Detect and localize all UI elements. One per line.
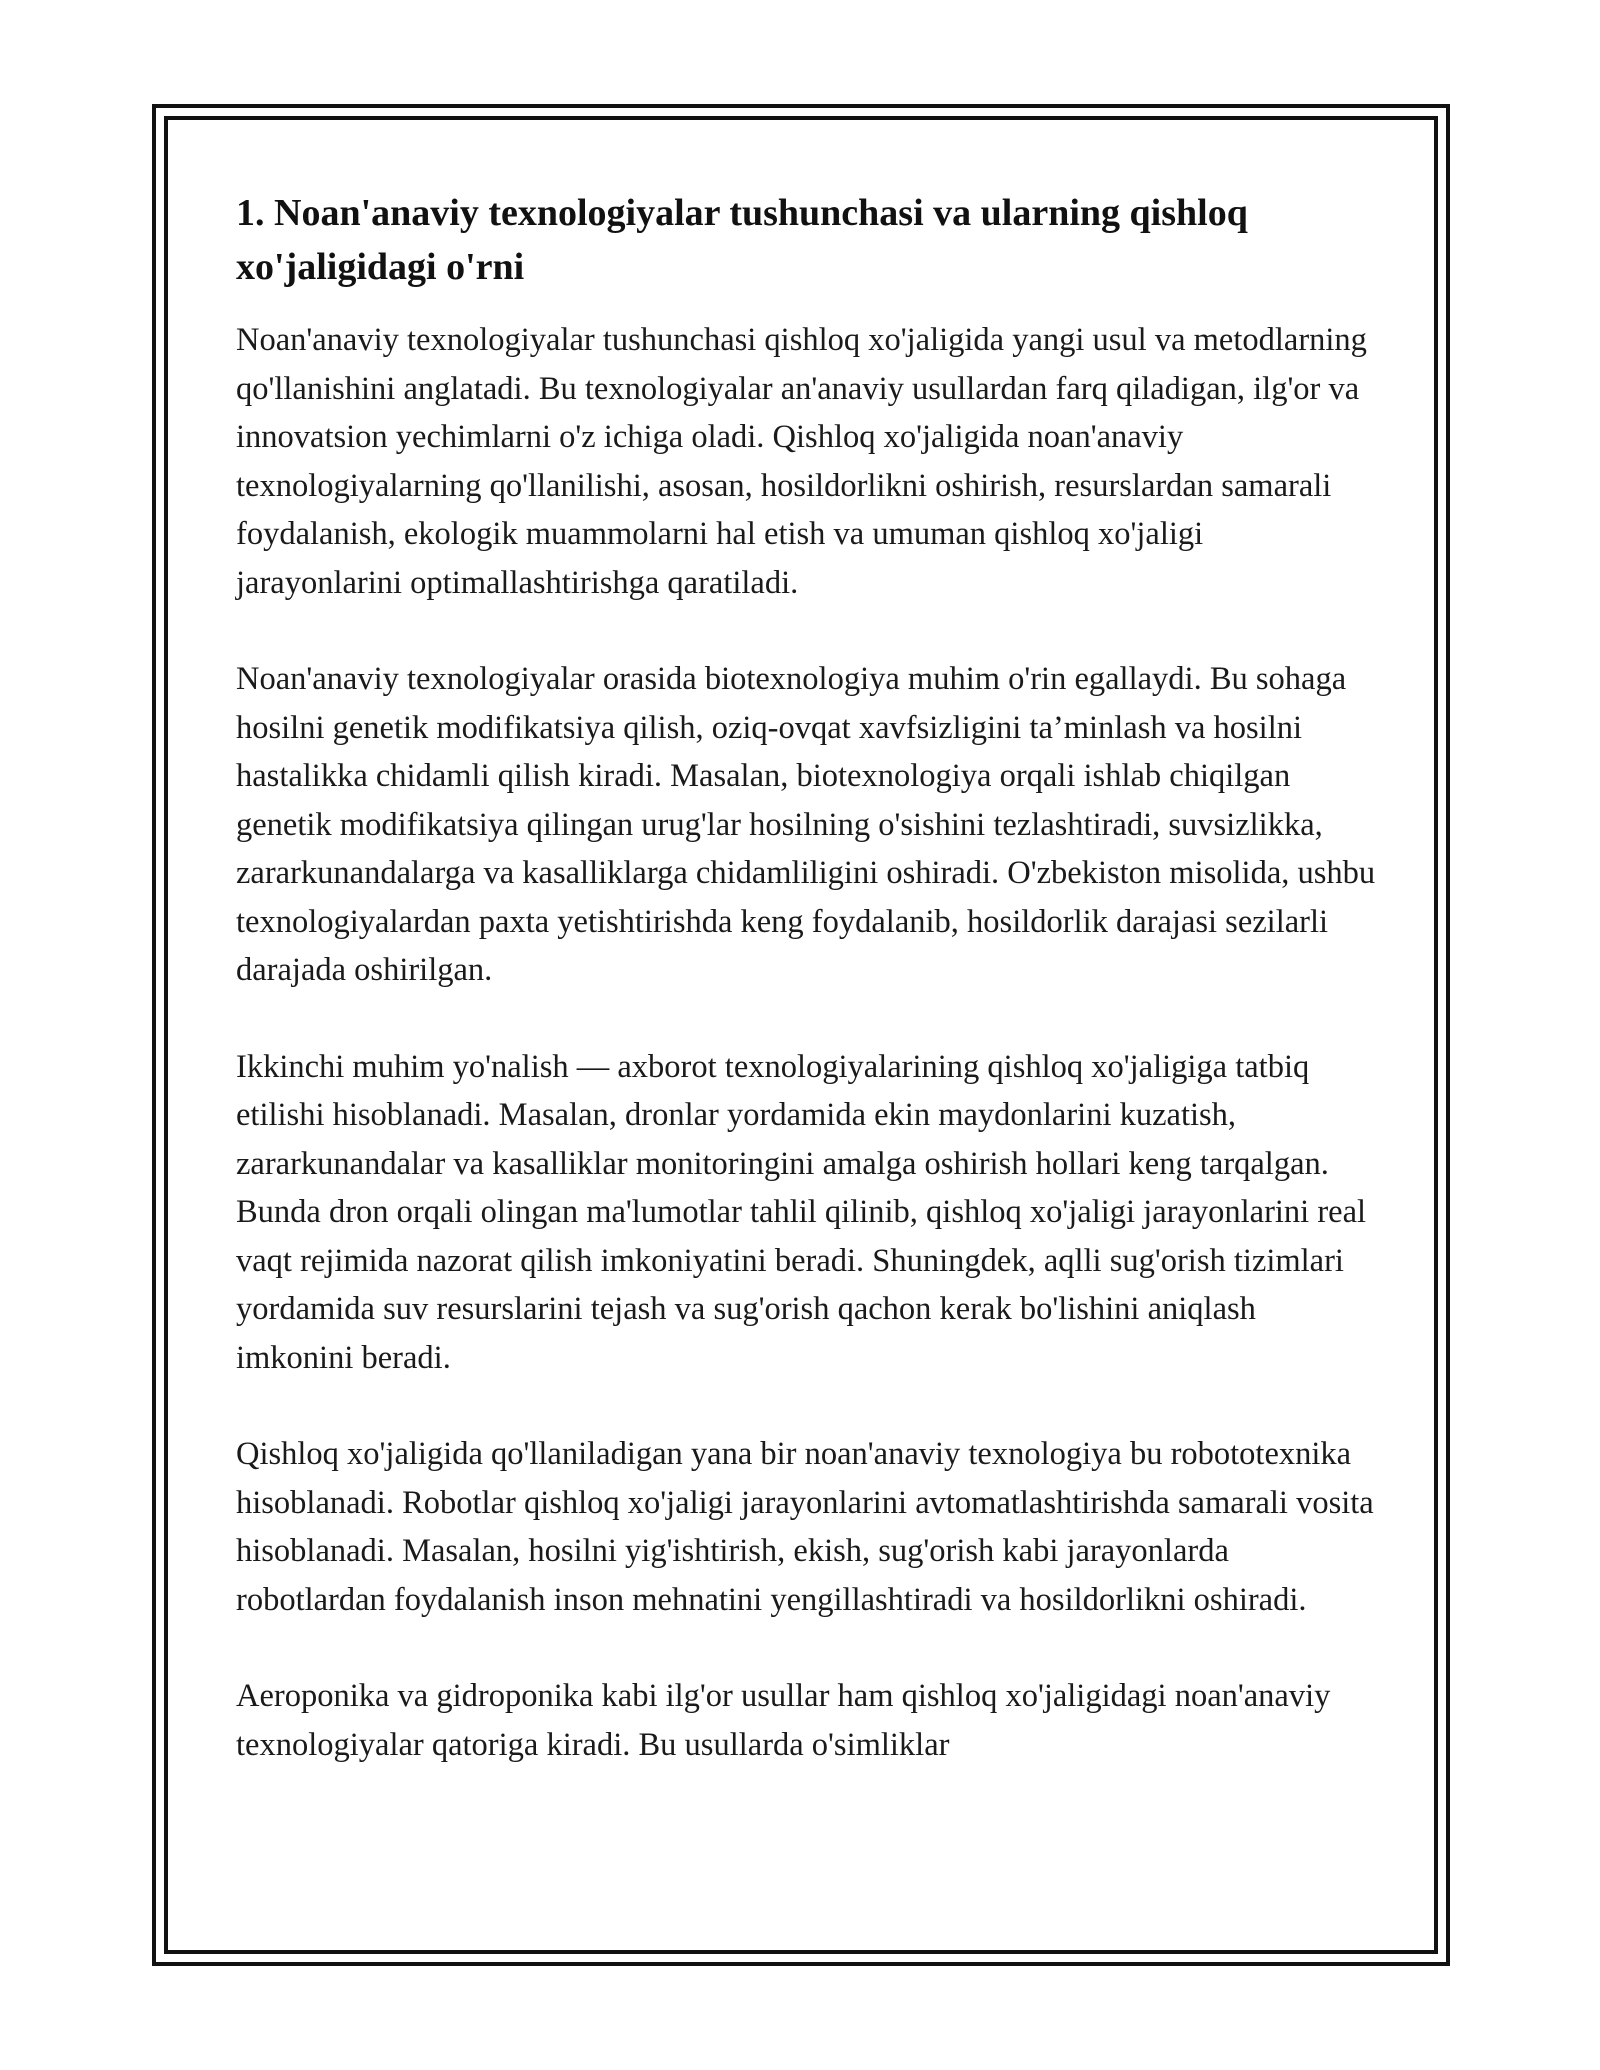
paragraph-5: Aeroponika va gidroponika kabi ilg'or usullar ham qishloq xo'jaligidagi noan'anaviy texnologiyalar qatoriga kiradi. Bu usullarda o'simliklar <box>236 1678 1331 1763</box>
paragraph-3: Ikkinchi muhim yo'nalish — axborot texnologiyalarining qishloq xo'jaligiga tatbiq etilishi hisoblanadi. Masalan, dronlar yordamida ekin maydonlarini kuzatish, zararkunandalar va kasalliklar monitoringini amalga oshirish hollari keng tarqalgan. Bunda dron orqali olingan ma'lumotlar tahlil qilinib, qishloq xo'jaligi jarayonlarini real vaqt rejimida nazorat qilish imkoniyatini beradi. Shuningdek, aqlli sug'orish tizimlari yordamida suv resurslarini tejash va sug'orish qachon kerak bo'lishini aniqlash imkonini beradi. <box>236 1048 1367 1376</box>
document-body <box>236 186 1376 1817</box>
paragraph-2: Noan'anaviy texnologiyalar orasida biotexnologiya muhim o'rin egallaydi. Bu sohaga hosilni genetik modifikatsiya qilish, oziq-ovqat xavfsizligini ta’minlash va hosilni hastalikka chidamli qilish kiradi. Masalan, biotexnologiya orqali ishlab chiqilgan genetik modifikatsiya qilingan urug'lar hosilning o'sishini tezlashtiradi, suvsizlikka, zararkunandalarga va kasalliklarga chidamliligini oshiradi. O'zbekiston misolida, ushbu texnologiyalardan paxta yetishtirishda keng foydalanib, hosildorlik darajasi sezilarli darajada oshirilgan. <box>236 661 1376 988</box>
paragraph-4: Qishloq xo'jaligida qo'llaniladigan yana bir noan'anaviy texnologiya bu robototexnika hisoblanadi. Robotlar qishloq xo'jaligi jarayonlarini avtomatlashtirishda samarali vosita hisoblanadi. Masalan, hosilni yig'ishtirish, ekish, sug'orish kabi jarayonlarda robotlardan foydalanish inson mehnatini yengillashtiradi va hosildorlikni oshiradi. <box>236 1436 1374 1618</box>
paragraph-1: Noan'anaviy texnologiyalar tushunchasi qishloq xo'jaligida yangi usul va metodlarning qo'llanishini anglatadi. Bu texnologiyalar an'anaviy usullardan farq qiladigan, ilg'or va innovatsion yechimlarni o'z ichiga oladi. Qishloq xo'jaligida noan'anaviy texnologiyalarning qo'llanilishi, asosan, hosildorlikni oshirish, resurslardan samarali foydalanish, ekologik muammolarni hal etish va umuman qishloq xo'jaligi jarayonlarini optimallashtirishga qaratiladi. <box>236 322 1367 601</box>
section-title: 1. Noan'anaviy texnologiyalar tushunchasi va ularning qishloq xo'jaligidagi o'rni <box>236 192 1248 288</box>
